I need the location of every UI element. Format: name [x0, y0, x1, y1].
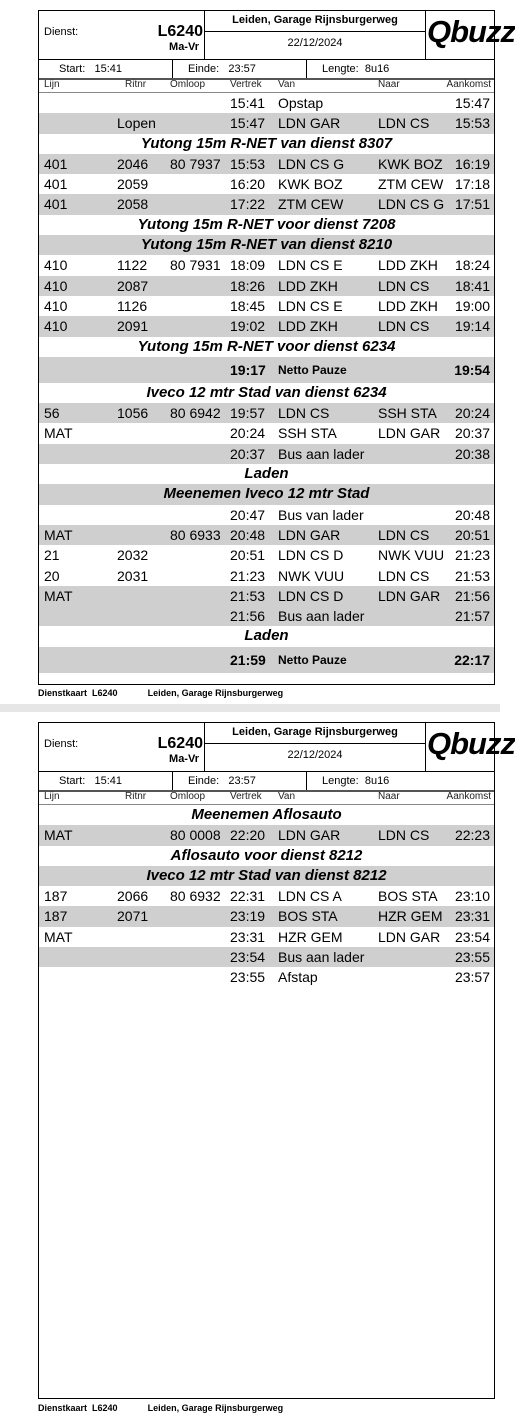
einde-time: 23:57: [228, 63, 256, 75]
lengte-value: 8u16: [364, 775, 390, 787]
trip-row: [39, 947, 494, 967]
dienst-code: L6240: [157, 23, 203, 40]
cell-naar: BOS STA: [378, 888, 438, 905]
cell-ritnr: 2032: [117, 547, 149, 564]
cell-aankomst: 20:48: [454, 506, 490, 523]
dienst-code: L6240: [157, 735, 203, 752]
cell-vertrek: 20:37: [230, 445, 266, 462]
section-header: [39, 235, 494, 255]
cell-ritnr: 2031: [117, 567, 149, 584]
cell-van: SSH STA: [278, 425, 337, 442]
cell-ritnr: 2058: [117, 196, 149, 213]
cell-lijn: 187: [44, 888, 68, 905]
cell-van: HZR GEM: [278, 928, 343, 945]
trip-row: [39, 505, 494, 525]
cell-naar: LDD ZKH: [378, 297, 438, 314]
section-header: [39, 846, 494, 866]
col-vertrek: Vertrek: [230, 79, 262, 90]
lengte-label: Lengte:: [322, 775, 359, 787]
trip-rows: [39, 805, 494, 988]
cell-vertrek: 23:55: [230, 969, 266, 986]
column-headers: [39, 80, 494, 93]
cell-naar: LDN CS: [378, 567, 430, 584]
trip-row: [39, 444, 494, 464]
cell-van: Afstap: [278, 969, 318, 986]
trip-row: [39, 296, 494, 316]
trip-row: [39, 886, 494, 906]
cell-vertrek: 15:53: [230, 155, 266, 172]
cell-vertrek: 15:47: [230, 115, 266, 132]
cell-ritnr: 2059: [117, 176, 149, 193]
cell-naar: ZTM CEW: [378, 176, 444, 193]
cell-van: LDN CS: [278, 405, 330, 422]
cell-van: LDN CS E: [278, 297, 343, 314]
cell-vertrek: 23:31: [230, 928, 266, 945]
section-title: Yutong 15m R-NET voor dienst 7208: [137, 215, 396, 233]
cell-aankomst: 23:54: [454, 928, 490, 945]
service-date: 22/12/2024: [287, 749, 343, 761]
lengte-value: 8u16: [364, 63, 390, 75]
section-header: [39, 484, 494, 504]
col-omloop: Omloop: [170, 791, 206, 802]
col-van: Van: [278, 791, 296, 802]
cell-aankomst: 15:47: [454, 95, 490, 111]
col-naar: Naar: [378, 79, 400, 90]
cell-aankomst: 15:53: [454, 115, 490, 132]
garage-location: Leiden, Garage Rijnsburgerweg: [205, 723, 425, 744]
cell-vertrek: 18:45: [230, 297, 266, 314]
cell-lijn: MAT: [44, 928, 73, 945]
section-title: Laden: [244, 465, 289, 483]
duty-card: [38, 722, 515, 1399]
cell-lijn: 56: [44, 405, 60, 422]
qbuzz-logo: Qbuzz: [427, 14, 515, 49]
page-1: [0, 0, 515, 704]
cell-van: Bus aan lader: [278, 445, 365, 462]
cell-naar: LDD ZKH: [378, 257, 438, 274]
cell-van: Netto Pauze: [278, 362, 347, 377]
trip-row: [39, 255, 494, 275]
times-bar: [39, 60, 494, 80]
cell-naar: KWK BOZ: [378, 155, 443, 172]
start-cell: [39, 772, 192, 790]
footer-prefix: Dienstkaart: [38, 1403, 88, 1413]
col-naar: Naar: [378, 791, 400, 802]
cell-van: LDN CS A: [278, 888, 342, 905]
cell-aankomst: 17:18: [454, 176, 490, 193]
cell-van: LDN GAR: [278, 115, 341, 132]
section-title: Laden: [244, 627, 289, 645]
cell-vertrek: 20:51: [230, 547, 266, 564]
start-time: 15:41: [94, 775, 122, 787]
cell-aankomst: 22:23: [454, 827, 490, 844]
cell-lijn: 410: [44, 277, 68, 294]
section-header: [39, 134, 494, 154]
col-ritnr: Ritnr: [125, 79, 147, 90]
col-lijn: Lijn: [44, 79, 60, 90]
start-cell: [39, 60, 192, 78]
footer-code: L6240: [92, 688, 118, 698]
cell-omloop: 80 6932: [170, 888, 221, 905]
cell-lijn: MAT: [44, 425, 73, 442]
trip-row: [39, 276, 494, 296]
cell-omloop: 80 7937: [170, 155, 221, 172]
service-date: 22/12/2024: [287, 37, 343, 49]
cell-ritnr: 1126: [117, 297, 148, 314]
section-header: [39, 383, 494, 403]
section-title: Yutong 15m R-NET voor dienst 6234: [137, 337, 396, 355]
section-title: Iveco 12 mtr Stad van dienst 8212: [146, 866, 387, 884]
cell-aankomst: 17:51: [454, 196, 490, 213]
section-header: [39, 805, 494, 825]
cell-vertrek: 21:53: [230, 587, 266, 604]
cell-vertrek: 17:22: [230, 196, 266, 213]
cell-vertrek: 18:26: [230, 277, 266, 294]
col-vertrek: Vertrek: [230, 791, 262, 802]
cell-vertrek: 18:09: [230, 257, 266, 274]
cell-lijn: 21: [44, 547, 60, 564]
cell-lijn: MAT: [44, 827, 73, 844]
section-title: Meenemen Aflosauto: [191, 806, 342, 823]
cell-aankomst: 23:10: [454, 888, 490, 905]
cell-vertrek: 23:54: [230, 949, 266, 966]
cell-lijn: MAT: [44, 587, 73, 604]
footer-location: Leiden, Garage Rijnsburgerweg: [147, 1403, 284, 1413]
cell-naar: LDN GAR: [378, 587, 441, 604]
cell-naar: LDN CS: [378, 277, 430, 294]
section-title: Iveco 12 mtr Stad van dienst 6234: [146, 383, 387, 401]
cell-van: KWK BOZ: [278, 176, 343, 193]
trip-row: [39, 566, 494, 586]
trip-row: [39, 545, 494, 565]
cell-van: Bus aan lader: [278, 949, 365, 966]
cell-aankomst: 23:55: [454, 949, 490, 966]
cell-ritnr: 1122: [117, 257, 148, 274]
start-time: 15:41: [94, 63, 122, 75]
cell-lijn: 410: [44, 318, 68, 335]
trip-row: [39, 586, 494, 606]
cell-vertrek: 20:48: [230, 526, 266, 543]
cell-aankomst: 21:56: [454, 587, 490, 604]
pause-row: [39, 357, 494, 383]
col-omloop: Omloop: [170, 79, 206, 90]
cell-aankomst: 22:17: [454, 651, 490, 668]
cell-aankomst: 21:57: [454, 608, 490, 625]
dienst-days: Ma-Vr: [169, 41, 199, 53]
lengte-cell: [306, 60, 510, 78]
cell-van: LDN CS D: [278, 547, 344, 564]
cell-vertrek: 22:31: [230, 888, 266, 905]
cell-van: ZTM CEW: [278, 196, 344, 213]
cell-van: LDN GAR: [278, 827, 341, 844]
cell-naar: LDN GAR: [378, 425, 441, 442]
col-ritnr: Ritnr: [125, 791, 147, 802]
cell-lijn: 187: [44, 908, 68, 925]
section-header: [39, 866, 494, 886]
cell-vertrek: 15:41: [230, 95, 266, 111]
einde-label: Einde:: [188, 63, 220, 75]
cell-naar: HZR GEM: [378, 908, 443, 925]
section-title: Yutong 15m R-NET van dienst 8210: [140, 236, 393, 254]
cell-naar: NWK VUU: [378, 547, 445, 564]
cell-vertrek: 16:20: [230, 176, 266, 193]
cell-van: Bus aan lader: [278, 608, 365, 625]
card-header: [39, 723, 515, 772]
trip-row: [39, 113, 494, 133]
section-header: [39, 337, 494, 357]
cell-vertrek: 23:19: [230, 908, 266, 925]
cell-aankomst: 19:14: [454, 318, 490, 335]
footer-code: L6240: [92, 1403, 118, 1413]
pause-row: [39, 647, 494, 673]
cell-van: Opstap: [278, 95, 324, 111]
cell-ritnr: 2071: [117, 908, 149, 925]
trip-row: [39, 93, 494, 113]
duty-card: [38, 10, 515, 685]
cell-van: LDD ZKH: [278, 318, 338, 335]
cell-aankomst: 16:19: [454, 155, 490, 172]
cell-aankomst: 23:31: [454, 908, 490, 925]
cell-lijn: MAT: [44, 526, 73, 543]
cell-omloop: 80 0008: [170, 827, 221, 844]
trip-row: [39, 423, 494, 443]
cell-vertrek: 19:02: [230, 318, 266, 335]
col-van: Van: [278, 79, 296, 90]
cell-aankomst: 20:38: [454, 445, 490, 462]
dienst-label: Dienst:: [44, 26, 79, 38]
trip-row: [39, 174, 494, 194]
cell-van: LDN CS D: [278, 587, 344, 604]
cell-van: Netto Pauze: [278, 652, 347, 667]
einde-time: 23:57: [228, 775, 256, 787]
trip-row: [39, 154, 494, 174]
qbuzz-logo: Qbuzz: [427, 726, 515, 761]
col-aankomst: Aankomst: [446, 791, 491, 802]
section-title: Yutong 15m R-NET van dienst 8307: [140, 134, 393, 152]
cell-aankomst: 19:54: [454, 361, 490, 378]
dienst-label: Dienst:: [44, 738, 79, 750]
cell-ritnr: 1056: [117, 405, 149, 422]
cell-vertrek: 20:24: [230, 425, 266, 442]
cell-aankomst: 18:41: [454, 277, 490, 294]
cell-omloop: 80 6933: [170, 526, 221, 543]
start-label: Start:: [59, 63, 86, 75]
trip-rows: [39, 93, 494, 673]
cell-naar: LDN CS: [378, 526, 430, 543]
header-center: [204, 11, 426, 59]
trip-row: [39, 316, 494, 336]
cell-omloop: 80 6942: [170, 405, 221, 422]
cell-lijn: 401: [44, 155, 68, 172]
cell-ritnr: 2046: [117, 155, 149, 172]
header-center: [204, 723, 426, 771]
cell-omloop: 80 7931: [170, 257, 221, 274]
cell-vertrek: 19:57: [230, 405, 266, 422]
cell-van: LDN CS E: [278, 257, 343, 274]
page-separator: [0, 704, 500, 712]
trip-row: [39, 906, 494, 926]
card-footer: [38, 688, 283, 698]
cell-van: LDN CS G: [278, 155, 345, 172]
section-header: [39, 215, 494, 235]
cell-vertrek: 21:59: [230, 651, 266, 668]
cell-aankomst: 20:24: [454, 405, 490, 422]
col-aankomst: Aankomst: [446, 79, 491, 90]
dienst-days: Ma-Vr: [169, 753, 199, 765]
cell-vertrek: 21:23: [230, 567, 266, 584]
cell-naar: LDN CS G: [378, 196, 445, 213]
card-footer: [38, 1403, 283, 1413]
cell-aankomst: 23:57: [454, 969, 490, 986]
cell-naar: LDN CS: [378, 827, 430, 844]
einde-label: Einde:: [188, 775, 220, 787]
section-header: [39, 464, 494, 484]
cell-van: Bus van lader: [278, 506, 364, 523]
lengte-cell: [306, 772, 510, 790]
trip-row: [39, 403, 494, 423]
times-bar: [39, 772, 494, 792]
card-header: [39, 11, 515, 60]
column-headers: [39, 792, 494, 805]
cell-naar: LDN CS: [378, 318, 430, 335]
cell-naar: LDN GAR: [378, 928, 441, 945]
cell-van: NWK VUU: [278, 567, 345, 584]
cell-van: LDD ZKH: [278, 277, 338, 294]
cell-vertrek: 22:20: [230, 827, 266, 844]
page-2: [0, 712, 515, 1426]
cell-aankomst: 18:24: [454, 257, 490, 274]
trip-row: [39, 967, 494, 987]
cell-ritnr: 2091: [117, 318, 149, 335]
cell-ritnr: Lopen: [117, 115, 156, 132]
einde-cell: [172, 60, 322, 78]
footer-location: Leiden, Garage Rijnsburgerweg: [147, 688, 284, 698]
cell-aankomst: 21:53: [454, 567, 490, 584]
cell-aankomst: 21:23: [454, 547, 490, 564]
trip-row: [39, 927, 494, 947]
cell-aankomst: 19:00: [454, 297, 490, 314]
trip-row: [39, 825, 494, 845]
cell-aankomst: 20:51: [454, 526, 490, 543]
cell-van: BOS STA: [278, 908, 338, 925]
trip-row: [39, 194, 494, 214]
cell-naar: SSH STA: [378, 405, 437, 422]
footer-prefix: Dienstkaart: [38, 688, 88, 698]
cell-vertrek: 21:56: [230, 608, 266, 625]
cell-lijn: 410: [44, 257, 68, 274]
trip-row: [39, 525, 494, 545]
cell-aankomst: 20:37: [454, 425, 490, 442]
cell-ritnr: 2087: [117, 277, 149, 294]
cell-van: LDN GAR: [278, 526, 341, 543]
cell-vertrek: 19:17: [230, 361, 266, 378]
trip-row: [39, 606, 494, 626]
col-lijn: Lijn: [44, 791, 60, 802]
cell-ritnr: 2066: [117, 888, 149, 905]
section-header: [39, 626, 494, 646]
garage-location: Leiden, Garage Rijnsburgerweg: [205, 11, 425, 32]
cell-vertrek: 20:47: [230, 506, 266, 523]
cell-naar: LDN CS: [378, 115, 430, 132]
cell-lijn: 401: [44, 176, 68, 193]
section-title: Meenemen Iveco 12 mtr Stad: [163, 485, 370, 503]
cell-lijn: 20: [44, 567, 60, 584]
section-title: Aflosauto voor dienst 8212: [170, 846, 363, 864]
lengte-label: Lengte:: [322, 63, 359, 75]
start-label: Start:: [59, 775, 86, 787]
cell-lijn: 401: [44, 196, 68, 213]
einde-cell: [172, 772, 322, 790]
cell-lijn: 410: [44, 297, 68, 314]
